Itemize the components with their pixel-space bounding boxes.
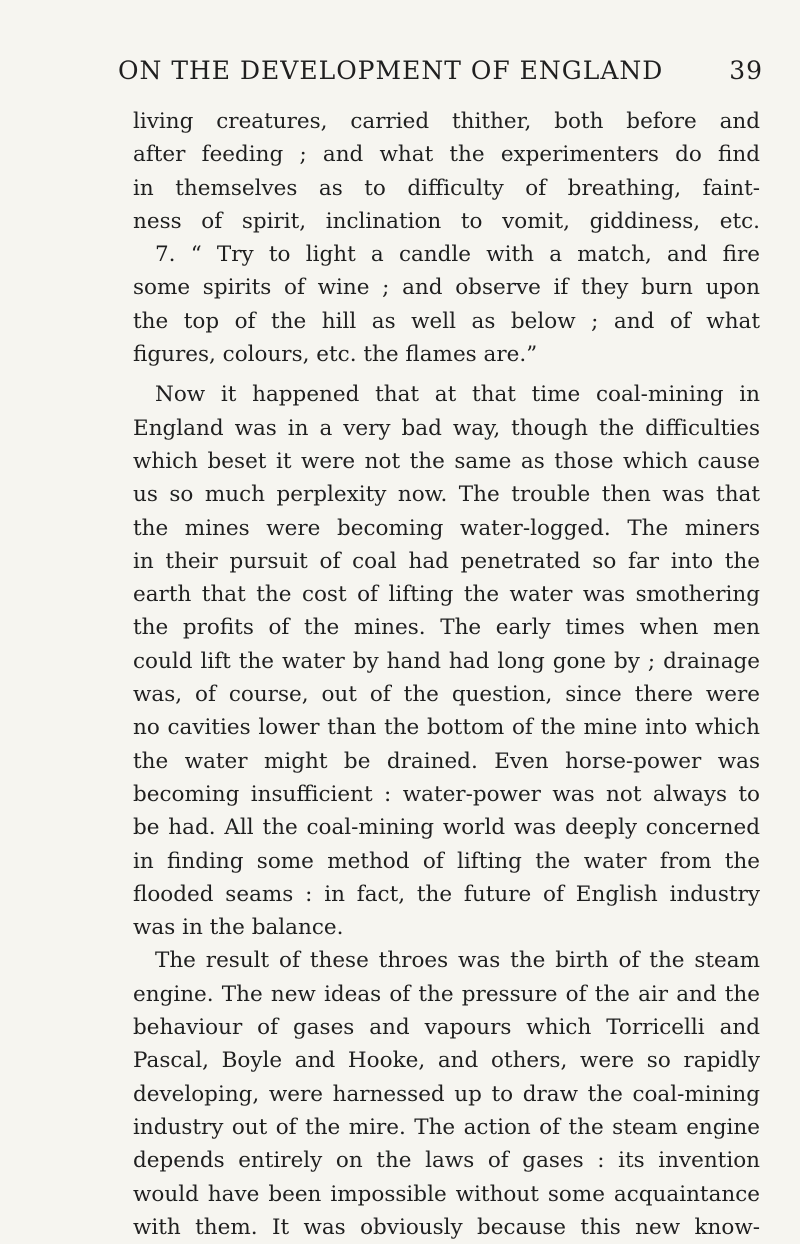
text-line: in themselves as to difficulty of breathing, faint- [133,175,760,201]
text-line: was in the balance. [133,915,344,941]
text-line: behaviour of gases and vapours which Torricelli and [133,1015,760,1041]
text-line: earth that the cost of lifting the water was smothering [133,582,760,608]
text-line: with them. It was obviously because this new know- [133,1214,760,1240]
text-line: in finding some method of lifting the water from the [133,848,760,874]
text-line: Pascal, Boyle and Hooke, and others, were so rapidly [133,1048,760,1074]
text-line: the water might be drained. Even horse-power was [133,748,760,774]
text-line: in their pursuit of coal had penetrated so far into the [133,548,760,574]
text-line: some spirits of wine ; and observe if they burn upon [133,275,760,301]
text-line: engine. The new ideas of the pressure of the air and the [133,981,760,1007]
text-line: the mines were becoming water-logged. The miners [133,515,760,541]
text-line: the top of the hill as well as below ; and of what [133,308,760,334]
body-text [133,105,760,1244]
text-line: could lift the water by hand had long gone by ; drainage [133,648,760,674]
text-line: The result of these throes was the birth of the steam [155,948,760,974]
text-line: ness of spirit, inclination to vomit, giddiness, etc. [133,208,760,234]
text-line: flooded seams : in fact, the future of English industry [133,881,760,907]
paragraph-gap [133,371,760,378]
text-line: was, of course, out of the question, since there were [133,682,760,708]
running-head-title: ON THE DEVELOPMENT OF ENGLAND [118,56,664,85]
text-line: after feeding ; and what the experimenters do find [133,142,760,168]
running-head [100,56,763,100]
text-line: be had. All the coal-mining world was deeply concerned [133,815,760,841]
text-line: industry out of the mire. The action of the steam engine [133,1114,760,1140]
text-line: becoming insufficient : water-power was not always to [133,781,760,807]
text-line: no cavities lower than the bottom of the mine into which [133,715,760,741]
text-line: us so much perplexity now. The trouble then was that [133,482,760,508]
text-line: would have been impossible without some acquaintance [133,1181,760,1207]
text-line: the profits of the mines. The early times when men [133,615,760,641]
text-line: 7. “ Try to light a candle with a match, and fire [155,242,760,268]
text-line: depends entirely on the laws of gases : its invention [133,1148,760,1174]
text-line: figures, colours, etc. the flames are.” [133,342,538,368]
text-line: which beset it were not the same as those which cause [133,448,760,474]
text-line: developing, were harnessed up to draw the coal-mining [133,1081,760,1107]
page-number: 39 [729,56,763,85]
text-line: Now it happened that at that time coal-mining in [155,382,760,408]
text-line: living creatures, carried thither, both before and [133,109,760,134]
text-line: England was in a very bad way, though the difficulties [133,415,760,441]
